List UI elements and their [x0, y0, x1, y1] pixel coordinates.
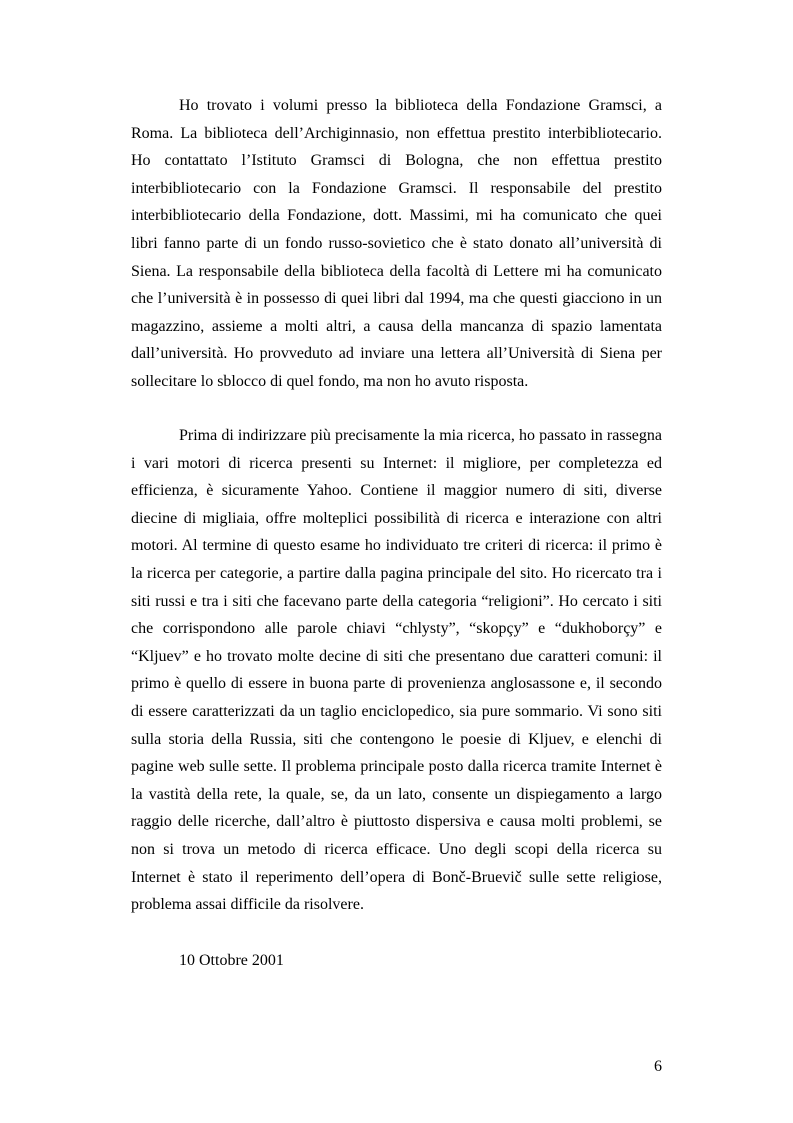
paragraph-line: non si trova un metodo di ricerca efficace. Uno degli scopi della ricerca su — [131, 840, 662, 858]
paragraph-line: raggio delle ricerche, dall’altro è piuttosto dispersiva e causa molti problemi, se — [131, 813, 662, 831]
paragraph-line: pagine web sulle sette. Il problema principale posto dalla ricerca tramite Internet è — [131, 758, 662, 776]
paragraph-line: siti russi e tra i siti che facevano parte della categoria “religioni”. Ho cercato i siti — [131, 592, 662, 610]
paragraph-line: la ricerca per categorie, a partire dalla pagina principale del sito. Ho ricercato tra i — [131, 564, 662, 582]
paragraph-line: sulla storia della Russia, siti che contengono le poesie di Kljuev, e elenchi di — [131, 730, 662, 748]
paragraph-line: problema assai difficile da risolvere. — [131, 896, 364, 914]
paragraph-line: “Kljuev” e ho trovato molte decine di siti che presentano due caratteri comuni: il — [131, 647, 662, 665]
paragraph-line: libri fanno parte di un fondo russo-sovietico che è stato donato all’università di — [131, 234, 662, 252]
paragraph-line: Roma. La biblioteca dell’Archiginnasio, non effettua prestito interbibliotecario. — [131, 124, 662, 142]
paragraph-line: dall’università. Ho provveduto ad inviare una lettera all’Università di Siena per — [131, 345, 662, 363]
paragraph-line: i vari motori di ricerca presenti su Internet: il migliore, per completezza ed — [131, 454, 662, 472]
paragraph-line: Siena. La responsabile della biblioteca della facoltà di Lettere mi ha comunicato — [131, 262, 662, 280]
paragraph-line: che l’università è in possesso di quei libri dal 1994, ma che questi giacciono in un — [131, 290, 662, 308]
paragraph-line: primo è quello di essere in buona parte di provenienza anglosassone e, il secondo — [131, 675, 662, 693]
paragraph-library-search — [131, 92, 662, 396]
paragraph-line: Ho contattato l’Istituto Gramsci di Bologna, che non effettua prestito — [131, 152, 662, 170]
paragraph-line: la vastità della rete, la quale, se, da un lato, consente un dispiegamento a largo — [131, 785, 662, 803]
paragraph-line: magazzino, assieme a molti altri, a causa della mancanza di spazio lamentata — [131, 317, 662, 335]
paragraph-line: Internet è stato il reperimento dell’opera di Bonč-Bruevič sulle sette religiose, — [131, 868, 662, 886]
page-number: 6 — [654, 1058, 662, 1075]
paragraph-line: sollecitare lo sblocco di quel fondo, ma non ho avuto risposta. — [131, 372, 529, 390]
paragraph-line: interbibliotecario con la Fondazione Gramsci. Il responsabile del prestito — [131, 179, 662, 197]
paragraph-line: diecine di migliaia, offre molteplici possibilità di ricerca e interazione con altri — [131, 509, 662, 527]
paragraph-internet-search — [131, 422, 662, 919]
paragraph-line: che corrispondono alle parole chiavi “chlysty”, “skopçy” e “dukhoborçy” e — [131, 620, 662, 638]
paragraph-line: Prima di indirizzare più precisamente la mia ricerca, ho passato in rassegna — [179, 427, 662, 444]
paragraph-line: di essere caratterizzati da un taglio enciclopedico, sia pure sommario. Vi sono siti — [131, 702, 662, 720]
paragraph-line: interbibliotecario della Fondazione, dott. Massimi, mi ha comunicato che quei — [131, 207, 662, 225]
paragraph-line: Ho trovato i volumi presso la biblioteca della Fondazione Gramsci, a — [179, 97, 662, 114]
document-date: 10 Ottobre 2001 — [179, 952, 284, 969]
paragraph-line: motori. Al termine di questo esame ho individuato tre criteri di ricerca: il primo è — [131, 537, 662, 555]
paragraph-line: efficienza, è sicuramente Yahoo. Contiene il maggior numero di siti, diverse — [131, 482, 662, 500]
